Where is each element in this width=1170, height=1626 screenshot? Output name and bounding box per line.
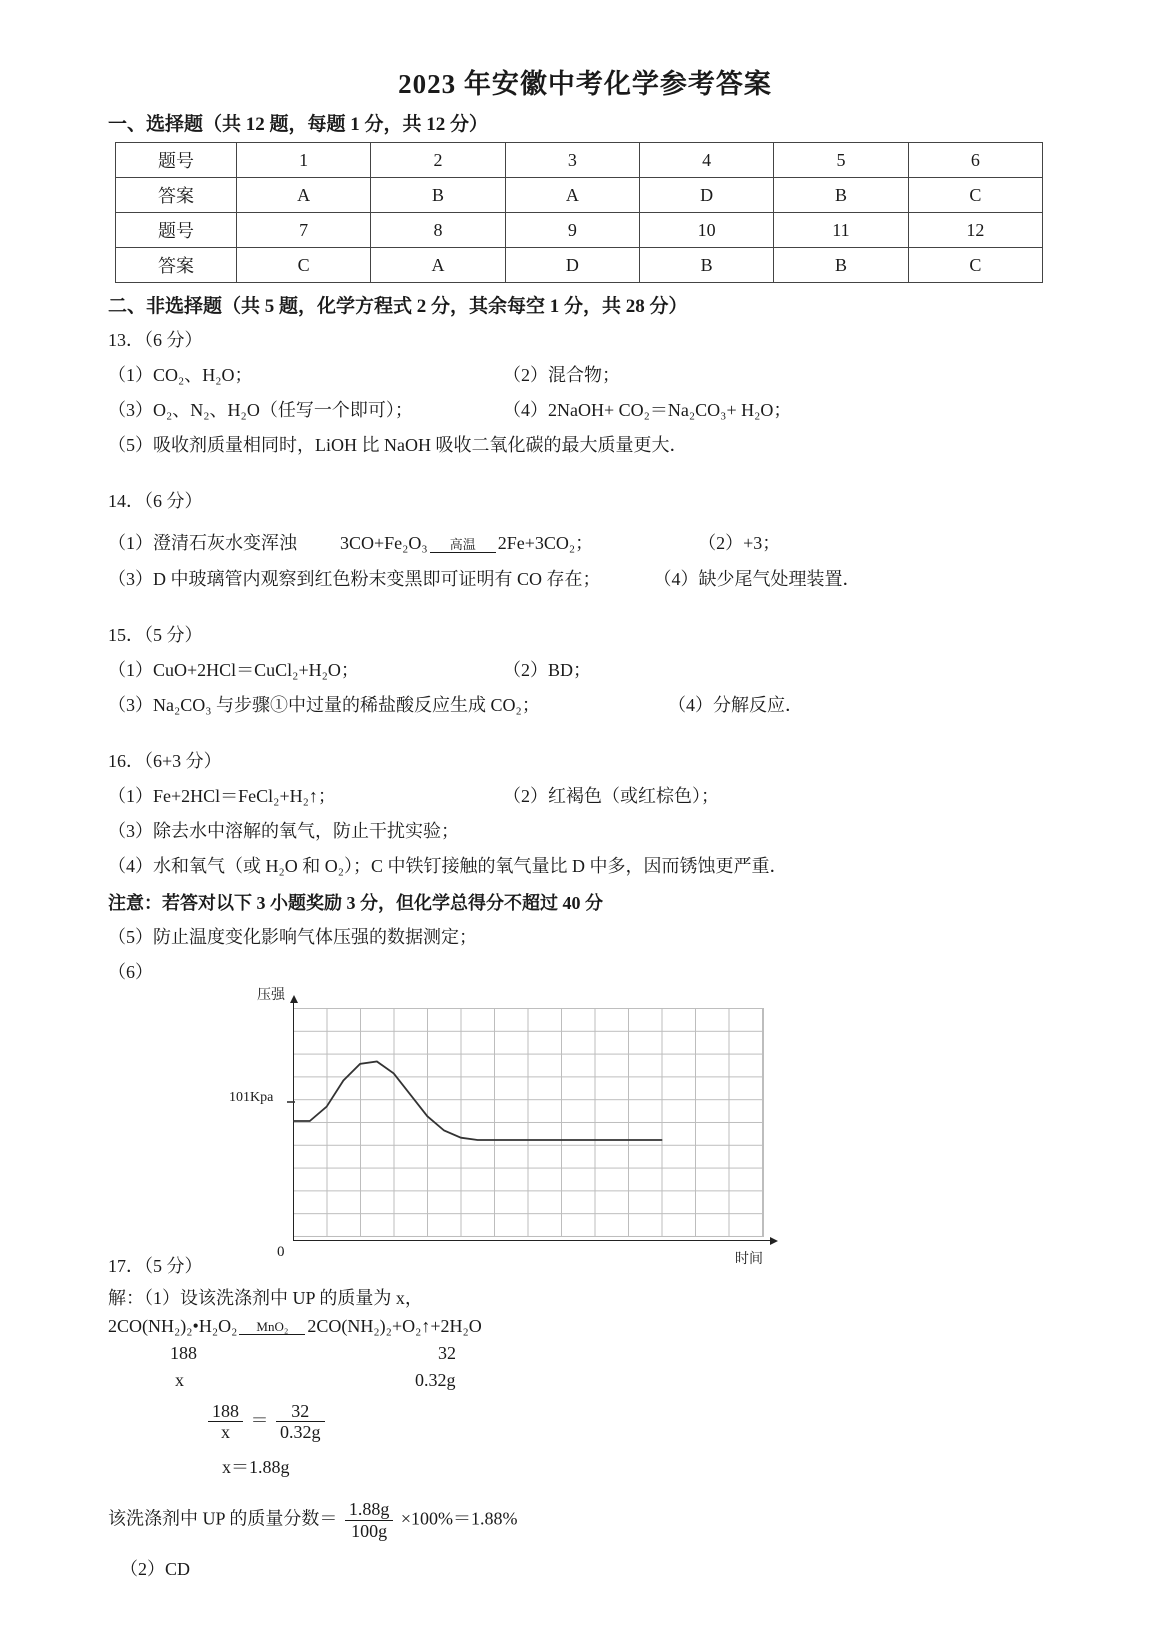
multiple-choice-answer-table	[115, 142, 1043, 283]
cell: D	[639, 178, 773, 213]
row-label: 题号	[116, 143, 237, 178]
denominator: x	[208, 1421, 243, 1443]
q17-equation	[108, 1316, 1170, 1337]
question-13-line-2	[108, 397, 1170, 423]
q15-item-4: （4）分解反应．	[668, 694, 803, 715]
origin-label: 0	[277, 1243, 285, 1260]
q14-item-2: （2）+3；	[698, 533, 781, 554]
cell: B	[774, 178, 908, 213]
q17-unknown-row	[175, 1370, 1170, 1391]
q13-item-4: （4）2NaOH+ CO₂＝Na₂CO₃+ H₂O；	[503, 400, 792, 421]
cell: 5	[774, 143, 908, 178]
equals-sign: ＝	[250, 1409, 269, 1430]
q17-item-2: （2）CD	[120, 1559, 191, 1580]
q17-solution-line-1: 解：（1）设该洗涤剂中 UP 的质量为 x，	[108, 1287, 423, 1308]
q14-equation-right: 2Fe+3CO₂；	[497, 533, 594, 554]
q17-mass-right: 32	[438, 1342, 456, 1363]
cell: B	[774, 248, 908, 283]
cell: D	[505, 248, 639, 283]
row-label: 答案	[116, 248, 237, 283]
q17-final-prefix: 该洗涤剂中 UP 的质量分数＝	[108, 1508, 338, 1529]
cell: 12	[908, 213, 1042, 248]
q14-item-1-text: （1）澄清石灰水变浑浊	[108, 533, 297, 554]
question-15-line-2	[108, 692, 1170, 718]
denominator: 100g	[345, 1520, 394, 1542]
cell: 1	[237, 143, 371, 178]
page-title: 2023 年安徽中考化学参考答案	[398, 69, 772, 99]
numerator: 1.88g	[348, 1498, 390, 1519]
cell: 6	[908, 143, 1042, 178]
question-16-head: 16．（6+3 分）	[108, 750, 222, 771]
fraction-32-over-032g	[276, 1401, 325, 1443]
q17-x-right: 0.32g	[415, 1369, 456, 1390]
q17-final-suffix: ×100%＝1.88%	[400, 1508, 518, 1529]
cell: 7	[237, 213, 371, 248]
cell: A	[505, 178, 639, 213]
q17-mass-fraction	[108, 1499, 1170, 1541]
question-14-head: 14．（6 分）	[108, 491, 203, 512]
q13-item-1: （1）CO₂、H₂O；	[108, 365, 253, 386]
question-15-line-1	[108, 657, 1170, 683]
cell: C	[908, 178, 1042, 213]
q17-x-left: x	[175, 1369, 184, 1390]
cell: 8	[371, 213, 505, 248]
denominator: 0.32g	[276, 1421, 325, 1443]
catalyst-label: MnO₂	[256, 1318, 289, 1334]
pressure-time-chart	[229, 987, 795, 1267]
section-1-heading: 一、选择题（共 12 题，每题 1 分，共 12 分）	[108, 114, 489, 135]
pressure-curve	[235, 992, 795, 1250]
reaction-catalyst-arrow	[239, 1320, 305, 1335]
question-14-line-1	[108, 530, 1170, 556]
y-axis-label: 压强	[257, 987, 285, 1003]
q16-item-6: （6）	[108, 962, 153, 983]
arrow-bar	[239, 1334, 305, 1335]
q16-item-1: （1）Fe+2HCl＝FeCl₂+H₂↑；	[108, 786, 336, 807]
reaction-condition-arrow	[430, 538, 496, 553]
q17-x-result: x＝1.88g	[222, 1456, 290, 1477]
question-15-head: 15．（5 分）	[108, 624, 203, 645]
table-row	[116, 213, 1043, 248]
q16-item-2: （2）红褐色（或红棕色）；	[503, 786, 719, 807]
cell: 10	[639, 213, 773, 248]
q15-item-1: （1）CuO+2HCl＝CuCl₂+H₂O；	[108, 659, 359, 680]
q16-item-3: （3）除去水中溶解的氧气，防止干扰实验；	[108, 821, 459, 842]
q16-item-5: （5）防止温度变化影响气体压强的数据测定；	[108, 927, 477, 948]
numerator: 188	[212, 1400, 239, 1421]
arrow-bar	[430, 552, 496, 553]
fraction-188-over-x	[208, 1401, 243, 1443]
q17-proportion	[205, 1401, 1170, 1443]
y-tick-101kpa: 101Kpa	[229, 1089, 274, 1105]
cell: 2	[371, 143, 505, 178]
question-14-line-2	[108, 566, 1170, 592]
question-17-head: 17．（5 分）	[108, 1255, 203, 1276]
cell: 9	[505, 213, 639, 248]
cell: 11	[774, 213, 908, 248]
q15-item-3: （3）Na₂CO₃ 与步骤①中过量的稀盐酸反应生成 CO₂；	[108, 694, 540, 715]
x-axis-label: 时间	[735, 1251, 763, 1267]
question-16-line-1	[108, 783, 1170, 809]
q13-item-2: （2）混合物；	[503, 365, 620, 386]
q14-item-3: （3）D 中玻璃管内观察到红色粉末变黑即可证明有 CO 存在；	[108, 568, 601, 589]
q17-mass-row	[170, 1343, 1170, 1364]
q13-item-3: （3）O₂、N₂、H₂O（任写一个即可）；	[108, 400, 413, 421]
reaction-condition-label: 高温	[449, 536, 476, 552]
q14-equation-left: 3CO+Fe₂O₃	[340, 533, 428, 554]
q17-equation-right: 2CO(NH₂)₂+O₂↑+2H₂O	[307, 1315, 482, 1336]
q14-item-4: （4）缺少尾气处理装置．	[653, 568, 861, 589]
cell: A	[371, 248, 505, 283]
question-13-head: 13．（6 分）	[108, 330, 203, 350]
q16-item-4: （4）水和氧气（或 H₂O 和 O₂）；C 中铁钉接触的氧气量比 D 中多，因而锈蚀更严重．	[108, 856, 788, 877]
row-label: 答案	[116, 178, 237, 213]
cell: C	[237, 248, 371, 283]
q17-mass-left: 188	[170, 1342, 197, 1363]
q13-item-5: （5）吸收剂质量相同时，LiOH 比 NaOH 吸收二氧化碳的最大质量更大．	[108, 435, 688, 456]
q15-item-2: （2）BD；	[503, 659, 592, 680]
cell: B	[639, 248, 773, 283]
cell: B	[371, 178, 505, 213]
table-row	[116, 143, 1043, 178]
table-row	[116, 178, 1043, 213]
cell: 3	[505, 143, 639, 178]
question-13-line-1	[108, 362, 1170, 388]
section-2-heading: 二、非选择题（共 5 题，化学方程式 2 分，其余每空 1 分，共 28 分）	[108, 296, 688, 317]
fraction-188g-over-100g	[345, 1499, 394, 1541]
cell: C	[908, 248, 1042, 283]
row-label: 题号	[116, 213, 237, 248]
numerator: 32	[291, 1400, 310, 1421]
q17-equation-left: 2CO(NH₂)₂•H₂O₂	[108, 1315, 238, 1336]
cell: 4	[639, 143, 773, 178]
cell: A	[237, 178, 371, 213]
table-row	[116, 248, 1043, 283]
bonus-note: 注意：若答对以下 3 小题奖励 3 分，但化学总得分不超过 40 分	[108, 893, 603, 914]
